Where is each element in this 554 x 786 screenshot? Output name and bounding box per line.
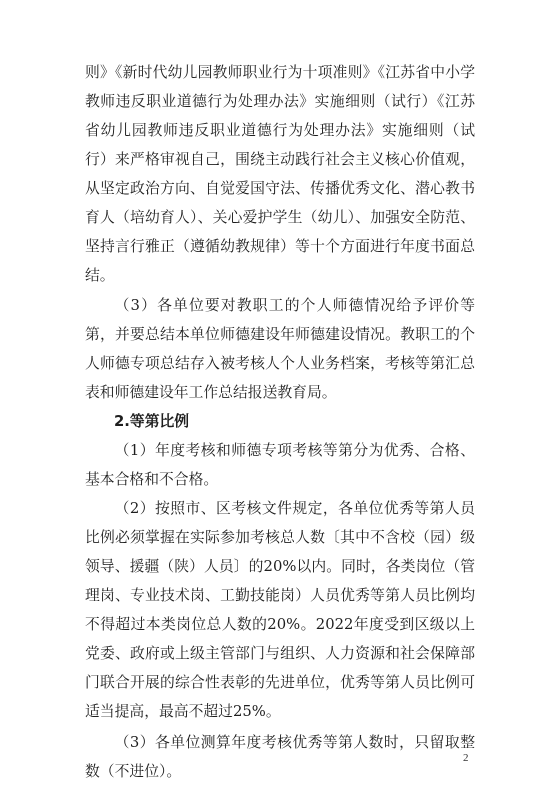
page-number: 2	[463, 752, 469, 764]
paragraph-item-2-ratio-rules: （2）按照市、区考核文件规定，各单位优秀等第人员比例必须掌握在实际参加考核总人数〔其中不含校（园）级领导、援疆（陕）人员〕的20%以内。同时，各类岗位（管理岗、专业技术岗、工勤技能岗）人员优秀等第人员比例均不得超过本类岗位总人数的20%。2022年度受到区级以上党委、政府或上级主管部门与组织、人力资源和社会保障部门联合开展的综合性表彰的先进单位，优秀等第人员比例可适当提高，最高不超过25%。	[85, 500, 475, 720]
paragraph-item-1-grades: （1）年度考核和师德专项考核等第分为优秀、合格、基本合格和不合格。	[85, 442, 475, 488]
document-body	[85, 58, 475, 786]
paragraph-item-3-rounding: （3）各单位测算年度考核优秀等第人数时，只留取整数（不进位）。	[85, 734, 475, 780]
section-heading-grade-ratio: 2.等第比例	[114, 413, 190, 430]
paragraph-continued-regulations: 则》《新时代幼儿园教师职业行为十项准则》《江苏省中小学教师违反职业道德行为处理办法》实施细则（试行）《江苏省幼儿园教师违反职业道德行为处理办法》实施细则（试行）来严格审视自己，围绕主动践行社会主义核心价值观，从坚定政治方向、自觉爱国守法、传播优秀文化、潜心教书育人（培幼育人）、关心爱护学生（幼儿）、加强安全防范、坚持言行雅正（遵循幼教规律）等十个方面进行年度书面总结。	[85, 64, 475, 284]
paragraph-item-3-evaluation: （3）各单位要对教职工的个人师德情况给予评价等第，并要总结本单位师德建设年师德建设情况。教职工的个人师德专项总结存入被考核人个人业务档案，考核等第汇总表和师德建设年工作总结报送教育局。	[85, 297, 475, 401]
